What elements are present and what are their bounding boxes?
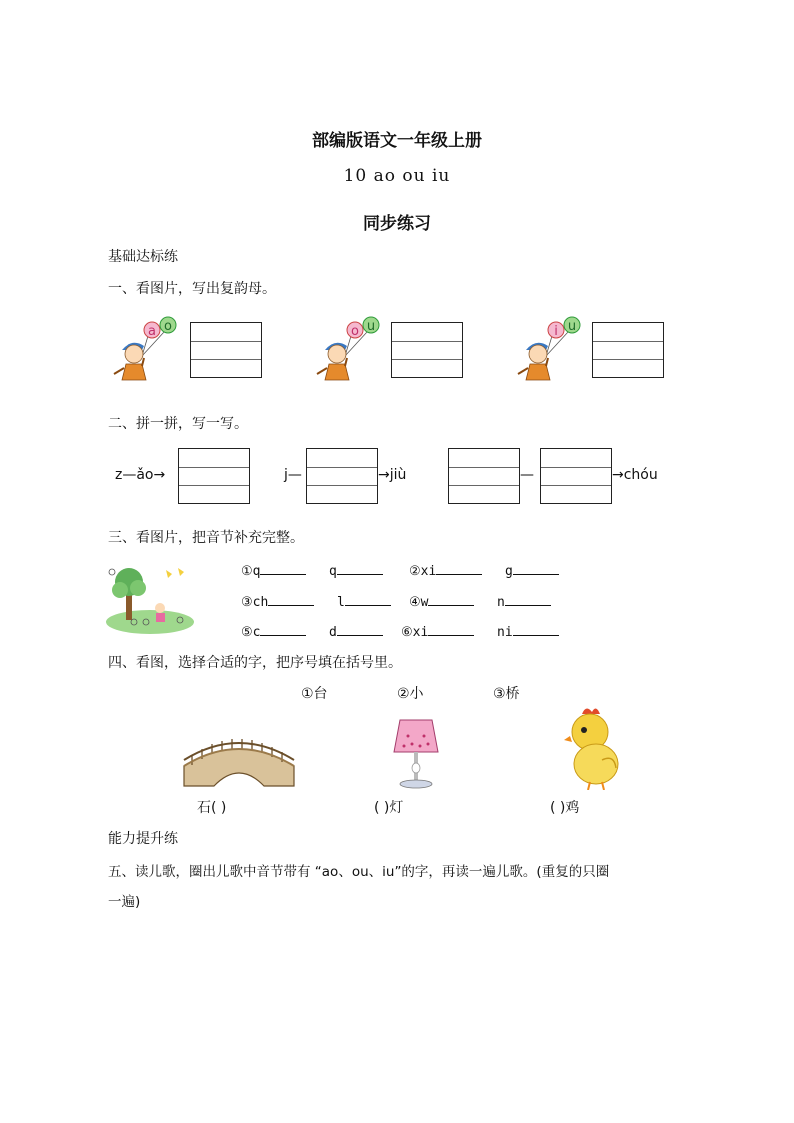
writing-box[interactable] — [540, 448, 612, 504]
balloon-letter: a — [148, 324, 156, 339]
pinyin-dash: — — [520, 467, 534, 483]
option-1: ①台 — [301, 686, 328, 702]
syllable-blank[interactable] — [345, 591, 391, 606]
answer-bridge[interactable]: 石( ) — [197, 800, 227, 816]
q4-title: 四、看图，选择合适的字，把序号填在括号里。 — [108, 655, 402, 671]
pinyin-chou: →chóu — [612, 467, 658, 483]
park-scene-image — [102, 562, 194, 634]
syllable-blank[interactable] — [260, 560, 306, 575]
syllable-blank[interactable] — [337, 621, 383, 636]
syllable-prefix: ⑤c — [241, 625, 261, 640]
writing-box[interactable] — [306, 448, 378, 504]
lesson-title: 10 ao ou iu — [343, 166, 451, 186]
option-3: ③桥 — [493, 686, 520, 702]
bridge-image — [180, 726, 298, 790]
kid-balloon-image-2 — [315, 314, 387, 384]
syllable-prefix: ni — [497, 625, 513, 640]
page-title: 部编版语文一年级上册 — [312, 131, 482, 151]
pinyin-jiu: →jiù — [378, 467, 407, 483]
syllable-blank[interactable] — [337, 560, 383, 575]
syllable-prefix: ③ch — [241, 595, 269, 610]
syllable-blank[interactable] — [513, 560, 559, 575]
syllable-blank[interactable] — [436, 560, 482, 575]
syllable-blank[interactable] — [260, 621, 306, 636]
q5-title-line1: 五、读儿歌，圈出儿歌中音节带有 “ao、ou、iu”的字，再读一遍儿歌。(重复的只圈 — [108, 864, 610, 880]
balloon-letter: i — [554, 324, 558, 339]
balloon-letter: u — [366, 319, 376, 334]
syllable-prefix: ⑥xi — [401, 625, 429, 640]
pinyin-j: j— — [284, 467, 302, 483]
syllable-blank[interactable] — [513, 621, 559, 636]
page-subtitle: 同步练习 — [363, 214, 431, 234]
balloon-letter: o — [164, 319, 172, 334]
section-basic-heading: 基础达标练 — [108, 249, 178, 265]
chick-image — [562, 704, 622, 790]
writing-box[interactable] — [391, 322, 463, 378]
syllable-prefix: ②xi — [409, 564, 437, 579]
answer-chick[interactable]: ( )鸡 — [550, 800, 580, 816]
q1-title: 一、看图片，写出复韵母。 — [108, 281, 276, 297]
kid-balloon-image-1 — [112, 314, 184, 384]
option-2: ②小 — [397, 686, 424, 702]
writing-box[interactable] — [190, 322, 262, 378]
section-advanced-heading: 能力提升练 — [108, 831, 178, 847]
syllable-blank[interactable] — [428, 591, 474, 606]
answer-lamp[interactable]: ( )灯 — [374, 800, 404, 816]
syllable-blank[interactable] — [505, 591, 551, 606]
q2-title: 二、拼一拼，写一写。 — [108, 416, 248, 432]
syllable-prefix: ④w — [409, 595, 429, 610]
syllable-blank[interactable] — [428, 621, 474, 636]
kid-balloon-image-3 — [516, 314, 588, 384]
balloon-letter: o — [351, 324, 359, 339]
syllable-prefix: g — [505, 564, 513, 579]
writing-box[interactable] — [178, 448, 250, 504]
pinyin-z-ao: z—ǎo→ — [115, 467, 166, 483]
syllable-prefix: ①q — [241, 564, 261, 579]
balloon-letter: u — [567, 319, 577, 334]
syllable-prefix: q — [329, 564, 337, 579]
lamp-image — [392, 716, 440, 792]
syllable-blank[interactable] — [268, 591, 314, 606]
syllable-prefix: l — [337, 595, 345, 610]
q3-title: 三、看图片，把音节补充完整。 — [108, 530, 304, 546]
syllable-prefix: n — [497, 595, 505, 610]
q5-title-line2: 一遍) — [108, 894, 141, 910]
writing-box[interactable] — [448, 448, 520, 504]
syllable-prefix: d — [329, 625, 337, 640]
writing-box[interactable] — [592, 322, 664, 378]
